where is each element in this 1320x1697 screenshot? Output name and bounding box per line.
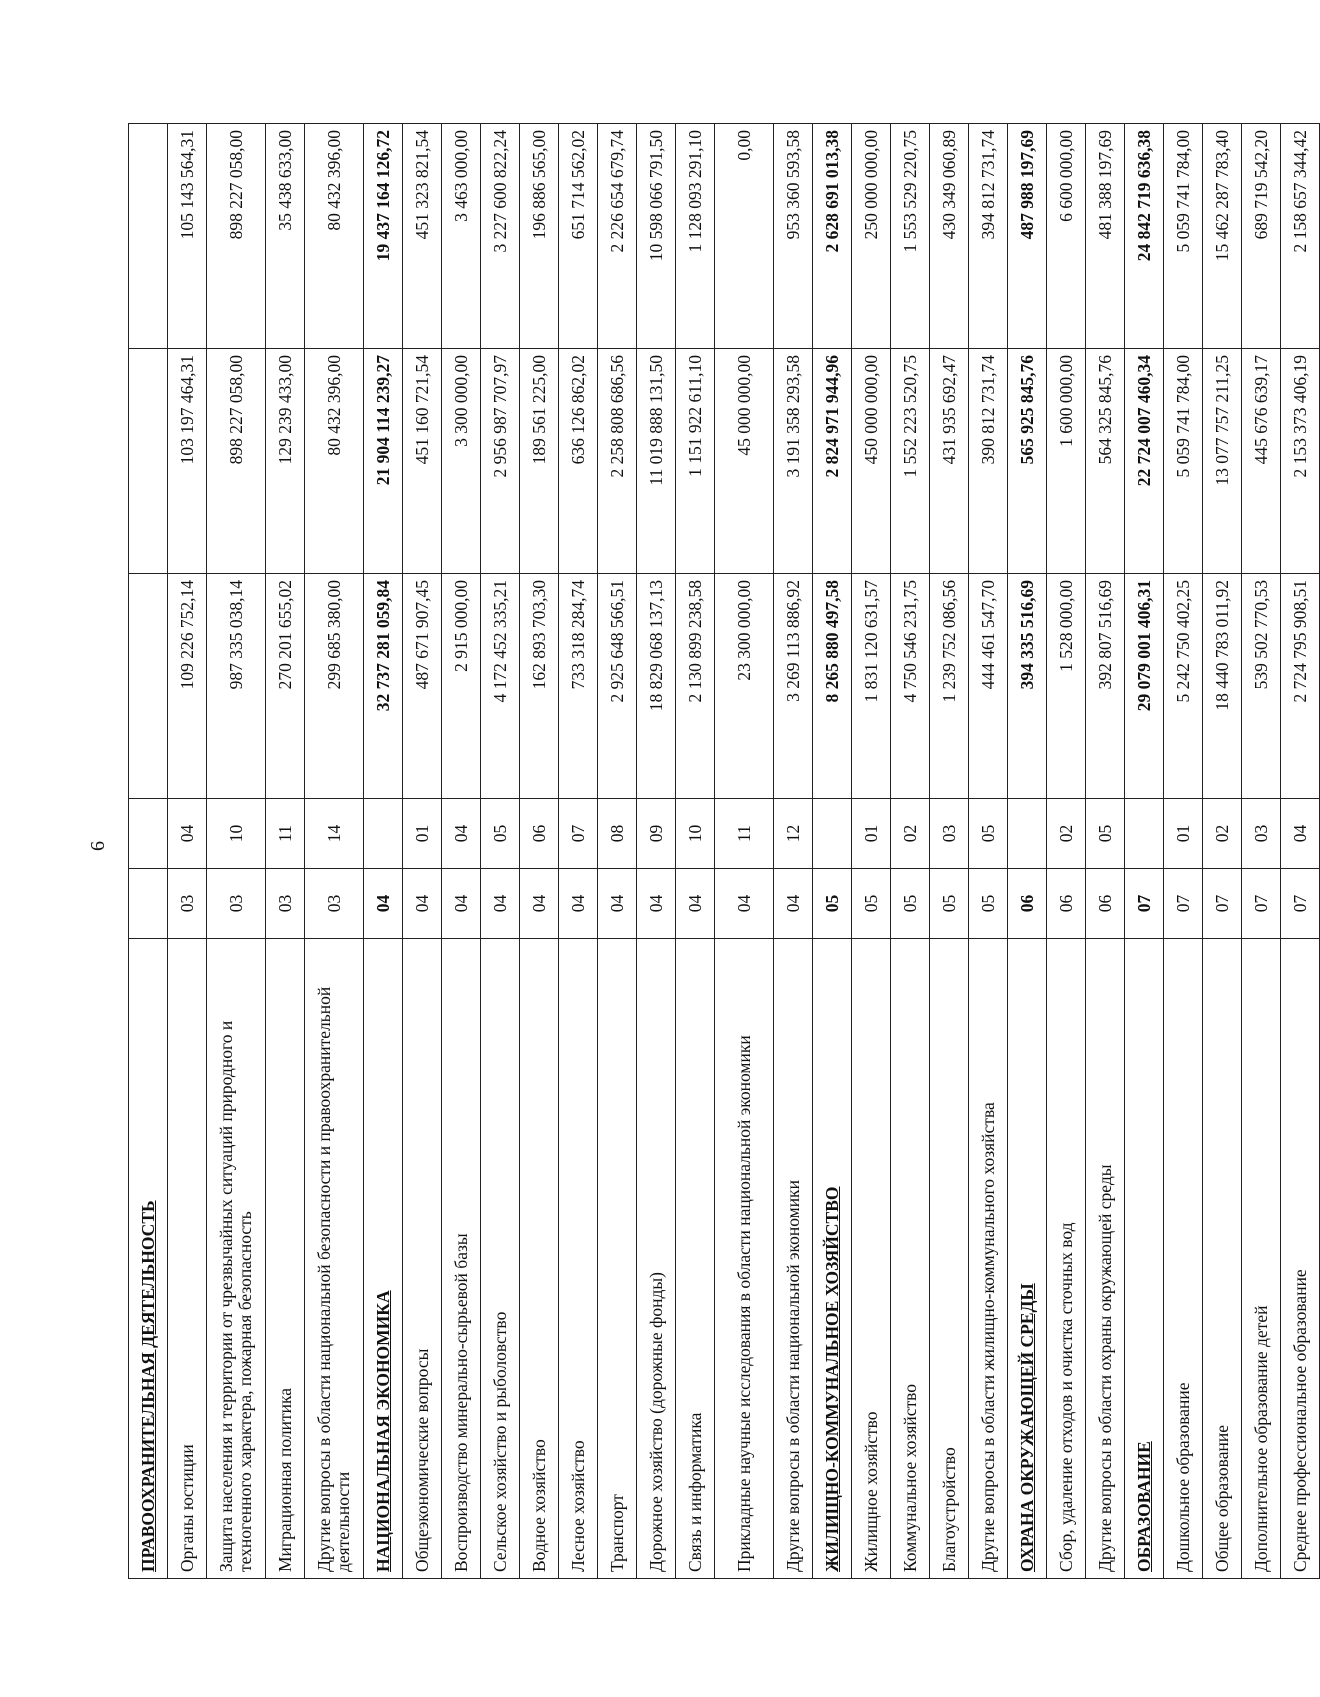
subsection-code-cell: 12: [774, 799, 813, 869]
amount-cell-2: 80 432 396,00: [305, 349, 364, 574]
subsection-code-cell: [813, 799, 852, 869]
amount-cell-3: 2 226 654 679,74: [598, 124, 637, 349]
amount-cell-2: [129, 349, 168, 574]
table-section-row: [813, 124, 852, 1579]
row-name-cell: Защита населения и территории от чрезвычайных ситуаций природного и техногенного характера, пожарная безопасность: [207, 939, 266, 1579]
amount-cell-2: 564 325 845,76: [1086, 349, 1125, 574]
section-code-cell: 07: [1125, 869, 1164, 939]
table-row: [1203, 124, 1242, 1579]
amount-cell-2: 22 724 007 460,34: [1125, 349, 1164, 574]
table-row: [168, 124, 207, 1579]
section-code-cell: 05: [969, 869, 1008, 939]
row-name-cell: Связь и информатика: [676, 939, 715, 1579]
subsection-code-cell: 05: [1086, 799, 1125, 869]
amount-cell-1: 2 724 795 908,51: [1281, 574, 1320, 799]
section-code-cell: 03: [305, 869, 364, 939]
section-code-cell: 04: [559, 869, 598, 939]
row-name-cell: Благоустройство: [930, 939, 969, 1579]
row-name-cell: Сельское хозяйство и рыболовство: [481, 939, 520, 1579]
amount-cell-3: 451 323 821,54: [403, 124, 442, 349]
page-number: 6: [87, 841, 109, 851]
section-code-cell: 04: [403, 869, 442, 939]
row-name-cell: Сбор, удаление отходов и очистка сточных вод: [1047, 939, 1086, 1579]
amount-cell-3: 1 128 093 291,10: [676, 124, 715, 349]
section-code-cell: [129, 869, 168, 939]
amount-cell-1: 23 300 000,00: [715, 574, 774, 799]
amount-cell-3: 6 600 000,00: [1047, 124, 1086, 349]
subsection-code-cell: 08: [598, 799, 637, 869]
section-code-cell: 07: [1203, 869, 1242, 939]
row-name-cell: Органы юстиции: [168, 939, 207, 1579]
row-name-cell: Прикладные научные исследования в области национальной экономики: [715, 939, 774, 1579]
amount-cell-3: 3 227 600 822,24: [481, 124, 520, 349]
row-name-cell: Лесное хозяйство: [559, 939, 598, 1579]
amount-cell-3: 15 462 287 783,40: [1203, 124, 1242, 349]
table-row: [559, 124, 598, 1579]
table-section-row: [364, 124, 403, 1579]
row-name-cell: ОБРАЗОВАНИЕ: [1125, 939, 1164, 1579]
amount-cell-1: 18 829 068 137,13: [637, 574, 676, 799]
section-code-cell: 06: [1008, 869, 1047, 939]
table-row: [1047, 124, 1086, 1579]
budget-table-container: [128, 124, 1310, 1579]
amount-cell-2: 21 904 114 239,27: [364, 349, 403, 574]
table-section-row: [1125, 124, 1164, 1579]
amount-cell-3: 19 437 164 126,72: [364, 124, 403, 349]
amount-cell-2: 445 676 639,17: [1242, 349, 1281, 574]
amount-cell-1: 5 242 750 402,25: [1164, 574, 1203, 799]
section-code-cell: 04: [676, 869, 715, 939]
amount-cell-2: 898 227 058,00: [207, 349, 266, 574]
amount-cell-1: 444 461 547,70: [969, 574, 1008, 799]
amount-cell-3: 10 598 066 791,50: [637, 124, 676, 349]
section-code-cell: 04: [520, 869, 559, 939]
row-name-cell: Жилищное хозяйство: [852, 939, 891, 1579]
amount-cell-2: 2 258 808 686,56: [598, 349, 637, 574]
row-name-cell: Другие вопросы в области охраны окружающей среды: [1086, 939, 1125, 1579]
section-code-cell: 05: [930, 869, 969, 939]
table-row: [774, 124, 813, 1579]
row-name-cell: Среднее профессиональное образование: [1281, 939, 1320, 1579]
row-name-cell: Другие вопросы в области национальной безопасности и правоохранительной деятельности: [305, 939, 364, 1579]
section-code-cell: 04: [598, 869, 637, 939]
row-name-cell: Общее образование: [1203, 939, 1242, 1579]
amount-cell-3: 430 349 060,89: [930, 124, 969, 349]
amount-cell-3: 5 059 741 784,00: [1164, 124, 1203, 349]
section-code-cell: 03: [207, 869, 266, 939]
amount-cell-3: [129, 124, 168, 349]
amount-cell-2: 431 935 692,47: [930, 349, 969, 574]
subsection-code-cell: 03: [1242, 799, 1281, 869]
subsection-code-cell: 01: [1164, 799, 1203, 869]
subsection-code-cell: 10: [207, 799, 266, 869]
amount-cell-1: 162 893 703,30: [520, 574, 559, 799]
amount-cell-2: 13 077 757 211,25: [1203, 349, 1242, 574]
row-name-cell: Дошкольное образование: [1164, 939, 1203, 1579]
row-name-cell: Миграционная политика: [266, 939, 305, 1579]
amount-cell-2: 5 059 741 784,00: [1164, 349, 1203, 574]
amount-cell-3: 250 000 000,00: [852, 124, 891, 349]
amount-cell-3: 651 714 562,02: [559, 124, 598, 349]
table-row: [852, 124, 891, 1579]
subsection-code-cell: 10: [676, 799, 715, 869]
amount-cell-1: 8 265 880 497,58: [813, 574, 852, 799]
amount-cell-2: 129 239 433,00: [266, 349, 305, 574]
amount-cell-2: 3 300 000,00: [442, 349, 481, 574]
amount-cell-1: 109 226 752,14: [168, 574, 207, 799]
section-code-cell: 06: [1047, 869, 1086, 939]
section-code-cell: 06: [1086, 869, 1125, 939]
amount-cell-1: 18 440 783 011,92: [1203, 574, 1242, 799]
section-code-cell: 04: [715, 869, 774, 939]
amount-cell-2: 390 812 731,74: [969, 349, 1008, 574]
row-name-cell: Дополнительное образование детей: [1242, 939, 1281, 1579]
amount-cell-2: 450 000 000,00: [852, 349, 891, 574]
amount-cell-3: 953 360 593,58: [774, 124, 813, 349]
section-code-cell: 04: [442, 869, 481, 939]
amount-cell-1: 2 915 000,00: [442, 574, 481, 799]
amount-cell-2: 103 197 464,31: [168, 349, 207, 574]
subsection-code-cell: [364, 799, 403, 869]
section-code-cell: 04: [481, 869, 520, 939]
amount-cell-1: 2 130 899 238,58: [676, 574, 715, 799]
row-name-cell: ПРАВООХРАНИТЕЛЬНАЯ ДЕЯТЕЛЬНОСТЬ: [129, 939, 168, 1579]
section-code-cell: 05: [891, 869, 930, 939]
row-name-cell: Другие вопросы в области национальной экономики: [774, 939, 813, 1579]
amount-cell-2: 1 600 000,00: [1047, 349, 1086, 574]
amount-cell-2: 11 019 888 131,50: [637, 349, 676, 574]
table-row: [1281, 124, 1320, 1579]
amount-cell-1: 487 671 907,45: [403, 574, 442, 799]
subsection-code-cell: 01: [403, 799, 442, 869]
table-row: [442, 124, 481, 1579]
subsection-code-cell: 04: [168, 799, 207, 869]
section-code-cell: 04: [774, 869, 813, 939]
subsection-code-cell: 09: [637, 799, 676, 869]
table-row: [1164, 124, 1203, 1579]
section-code-cell: 03: [168, 869, 207, 939]
subsection-code-cell: 04: [442, 799, 481, 869]
amount-cell-2: 189 561 225,00: [520, 349, 559, 574]
table-row: [207, 124, 266, 1579]
amount-cell-2: 565 925 845,76: [1008, 349, 1047, 574]
amount-cell-2: 2 824 971 944,96: [813, 349, 852, 574]
subsection-code-cell: 02: [1047, 799, 1086, 869]
table-row: [1086, 124, 1125, 1579]
section-code-cell: 04: [637, 869, 676, 939]
amount-cell-1: 1 528 000,00: [1047, 574, 1086, 799]
row-name-cell: Транспорт: [598, 939, 637, 1579]
amount-cell-2: 636 126 862,02: [559, 349, 598, 574]
amount-cell-3: 105 143 564,31: [168, 124, 207, 349]
amount-cell-1: 3 269 113 886,92: [774, 574, 813, 799]
subsection-code-cell: 04: [1281, 799, 1320, 869]
subsection-code-cell: 03: [930, 799, 969, 869]
subsection-code-cell: 01: [852, 799, 891, 869]
amount-cell-1: 29 079 001 406,31: [1125, 574, 1164, 799]
row-name-cell: Воспроизводство минерально-сырьевой базы: [442, 939, 481, 1579]
amount-cell-3: 487 988 197,69: [1008, 124, 1047, 349]
amount-cell-3: 2 628 691 013,38: [813, 124, 852, 349]
row-name-cell: Водное хозяйство: [520, 939, 559, 1579]
table-row: [403, 124, 442, 1579]
amount-cell-3: 1 553 529 220,75: [891, 124, 930, 349]
amount-cell-1: 392 807 516,69: [1086, 574, 1125, 799]
amount-cell-2: 3 191 358 293,58: [774, 349, 813, 574]
amount-cell-3: 898 227 058,00: [207, 124, 266, 349]
budget-table-body: [129, 124, 1320, 1579]
subsection-code-cell: [129, 799, 168, 869]
row-name-cell: ОХРАНА ОКРУЖАЮЩЕЙ СРЕДЫ: [1008, 939, 1047, 1579]
table-row: [305, 124, 364, 1579]
table-row: [1242, 124, 1281, 1579]
subsection-code-cell: 02: [891, 799, 930, 869]
budget-table: [128, 123, 1320, 1579]
table-section-row: [129, 124, 168, 1579]
row-name-cell: Коммунальное хозяйство: [891, 939, 930, 1579]
row-name-cell: Дорожное хозяйство (дорожные фонды): [637, 939, 676, 1579]
amount-cell-3: 3 463 000,00: [442, 124, 481, 349]
amount-cell-1: 394 335 516,69: [1008, 574, 1047, 799]
amount-cell-1: 1 831 120 631,57: [852, 574, 891, 799]
amount-cell-3: 0,00: [715, 124, 774, 349]
amount-cell-3: 196 886 565,00: [520, 124, 559, 349]
table-row: [676, 124, 715, 1579]
row-name-cell: Общеэкономические вопросы: [403, 939, 442, 1579]
table-row: [891, 124, 930, 1579]
amount-cell-1: 32 737 281 059,84: [364, 574, 403, 799]
amount-cell-2: 1 151 922 611,10: [676, 349, 715, 574]
table-row: [637, 124, 676, 1579]
amount-cell-3: 24 842 719 636,38: [1125, 124, 1164, 349]
amount-cell-2: 2 153 373 406,19: [1281, 349, 1320, 574]
amount-cell-1: 1 239 752 086,56: [930, 574, 969, 799]
row-name-cell: Другие вопросы в области жилищно-коммунального хозяйства: [969, 939, 1008, 1579]
amount-cell-2: 451 160 721,54: [403, 349, 442, 574]
table-row: [969, 124, 1008, 1579]
table-row: [598, 124, 637, 1579]
subsection-code-cell: [1125, 799, 1164, 869]
amount-cell-1: 733 318 284,74: [559, 574, 598, 799]
amount-cell-3: 35 438 633,00: [266, 124, 305, 349]
amount-cell-1: 987 335 038,14: [207, 574, 266, 799]
section-code-cell: 05: [813, 869, 852, 939]
table-row: [715, 124, 774, 1579]
amount-cell-1: 539 502 770,53: [1242, 574, 1281, 799]
table-row: [520, 124, 559, 1579]
amount-cell-3: 394 812 731,74: [969, 124, 1008, 349]
subsection-code-cell: 11: [266, 799, 305, 869]
subsection-code-cell: 05: [481, 799, 520, 869]
amount-cell-1: 270 201 655,02: [266, 574, 305, 799]
amount-cell-1: [129, 574, 168, 799]
subsection-code-cell: 02: [1203, 799, 1242, 869]
subsection-code-cell: 14: [305, 799, 364, 869]
amount-cell-1: 4 750 546 231,75: [891, 574, 930, 799]
subsection-code-cell: 05: [969, 799, 1008, 869]
row-name-cell: ЖИЛИЩНО-КОММУНАЛЬНОЕ ХОЗЯЙСТВО: [813, 939, 852, 1579]
amount-cell-2: 2 956 987 707,97: [481, 349, 520, 574]
amount-cell-2: 45 000 000,00: [715, 349, 774, 574]
amount-cell-1: 299 685 380,00: [305, 574, 364, 799]
section-code-cell: 04: [364, 869, 403, 939]
section-code-cell: 07: [1281, 869, 1320, 939]
section-code-cell: 07: [1164, 869, 1203, 939]
amount-cell-3: 689 719 542,20: [1242, 124, 1281, 349]
section-code-cell: 05: [852, 869, 891, 939]
table-row: [930, 124, 969, 1579]
subsection-code-cell: [1008, 799, 1047, 869]
table-section-row: [1008, 124, 1047, 1579]
amount-cell-3: 2 158 657 344,42: [1281, 124, 1320, 349]
subsection-code-cell: 06: [520, 799, 559, 869]
subsection-code-cell: 07: [559, 799, 598, 869]
amount-cell-1: 4 172 452 335,21: [481, 574, 520, 799]
section-code-cell: 03: [266, 869, 305, 939]
subsection-code-cell: 11: [715, 799, 774, 869]
amount-cell-2: 1 552 223 520,75: [891, 349, 930, 574]
section-code-cell: 07: [1242, 869, 1281, 939]
table-row: [266, 124, 305, 1579]
row-name-cell: НАЦИОНАЛЬНАЯ ЭКОНОМИКА: [364, 939, 403, 1579]
amount-cell-3: 481 388 197,69: [1086, 124, 1125, 349]
table-row: [481, 124, 520, 1579]
amount-cell-3: 80 432 396,00: [305, 124, 364, 349]
amount-cell-1: 2 925 648 566,51: [598, 574, 637, 799]
